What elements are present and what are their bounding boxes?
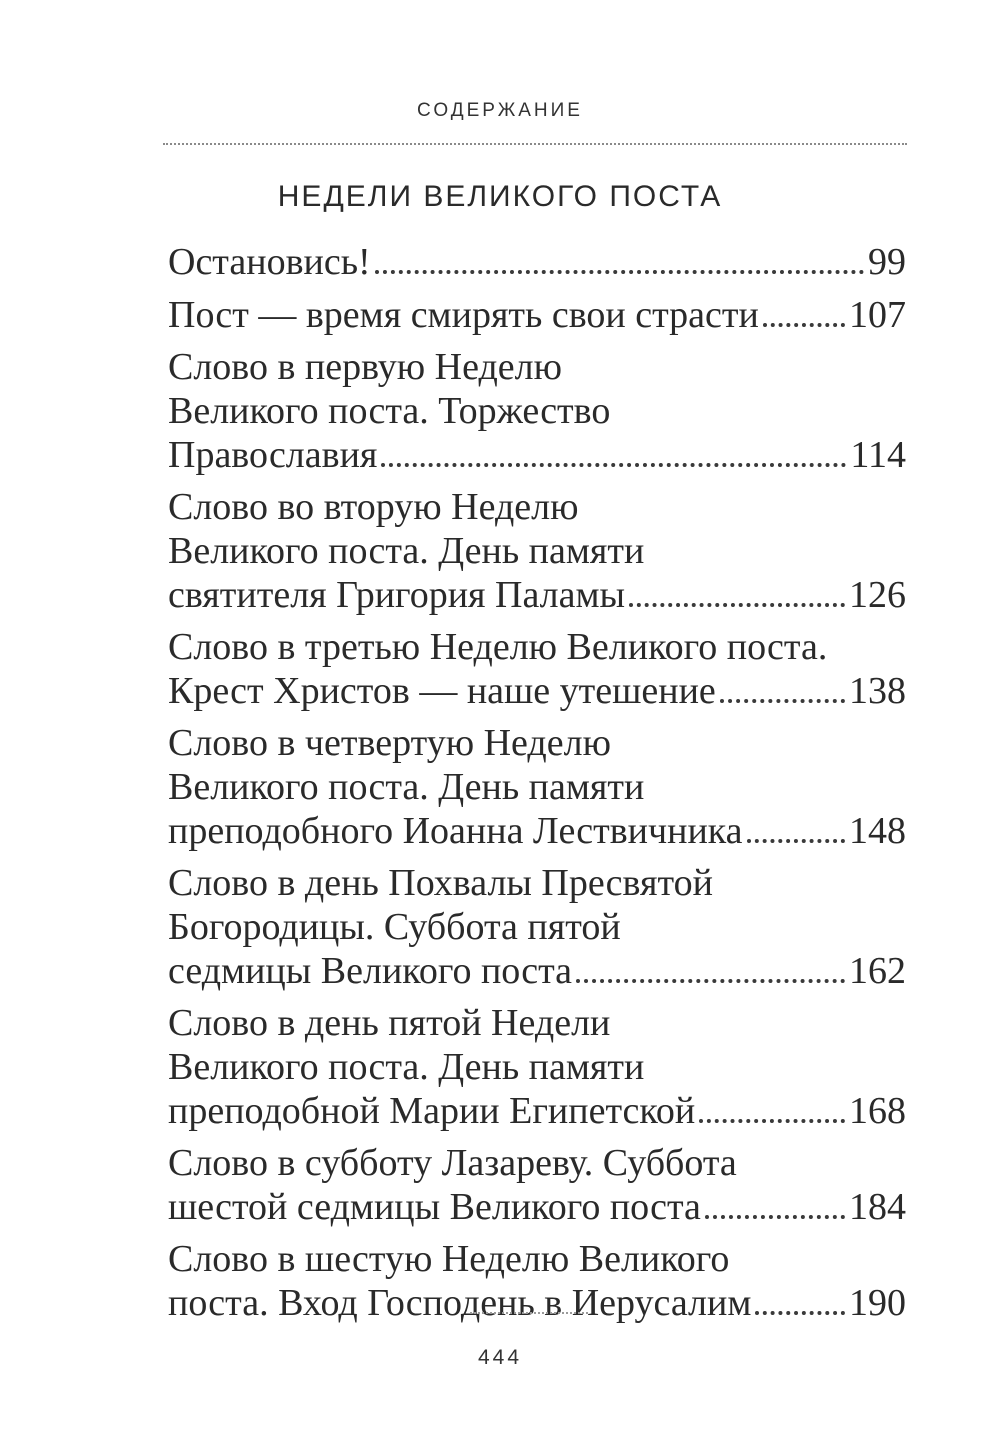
toc-entry-line: Слово в третью Неделю Великого поста.	[168, 626, 828, 668]
footer-rule	[470, 1312, 588, 1314]
header-rule	[163, 143, 907, 145]
toc-entry-line: Слово в день Похвалы Пресвятой	[168, 862, 713, 904]
toc-page-number: 168	[849, 1090, 906, 1132]
toc-page-number: 99	[868, 241, 906, 283]
toc-entry-line: седмицы Великого поста	[168, 950, 573, 992]
toc-entry	[168, 625, 906, 713]
toc-entry-line: Слово в день пятой Недели	[168, 1002, 611, 1044]
toc-entry-line: Слово в шестую Неделю Великого	[168, 1238, 730, 1280]
toc-entry-last-line	[168, 949, 906, 993]
table-of-contents	[168, 240, 906, 1333]
toc-entry-line: Великого поста. День памяти	[168, 530, 645, 572]
toc-page-number: 114	[850, 434, 906, 476]
dot-leader	[755, 1307, 845, 1315]
toc-entry-line: Слово в первую Неделю	[168, 346, 563, 388]
toc-entry-line: Крест Христов — наше утешение	[168, 670, 716, 712]
toc-entry-last-line	[168, 809, 906, 853]
toc-entry-line: поста. Вход Господень в Иерусалим	[168, 1282, 752, 1324]
toc-entry-line: Великого поста. День памяти	[168, 1046, 645, 1088]
toc-entry-line: преподобной Марии Египетской	[168, 1090, 696, 1132]
toc-page-number: 190	[849, 1282, 906, 1324]
toc-entry-line: преподобного Иоанна Лествичника	[168, 810, 743, 852]
toc-entry-last-line	[168, 1089, 906, 1133]
toc-entry-line: Великого поста. Торжество	[168, 390, 611, 432]
toc-entry-last-line	[168, 240, 906, 284]
section-title: НЕДЕЛИ ВЕЛИКОГО ПОСТА	[277, 180, 723, 213]
running-head: СОДЕРЖАНИЕ	[417, 100, 583, 121]
toc-entry-last-line	[168, 433, 906, 477]
toc-entry-line: святителя Григория Паламы	[168, 574, 626, 616]
toc-entry	[168, 293, 906, 337]
toc-page-number: 162	[849, 950, 906, 992]
toc-entry	[168, 721, 906, 853]
toc-entry-line: Слово во вторую Неделю	[168, 486, 579, 528]
toc-entry-last-line	[168, 669, 906, 713]
dot-leader	[375, 266, 864, 274]
toc-entry	[168, 1141, 906, 1229]
toc-entry-last-line	[168, 1281, 906, 1325]
dot-leader	[381, 459, 846, 467]
toc-entry-line: Слово в субботу Лазареву. Суббота	[168, 1142, 737, 1184]
toc-entry-last-line	[168, 1185, 906, 1229]
dot-leader	[576, 975, 845, 983]
dot-leader	[699, 1115, 845, 1123]
dot-leader	[763, 319, 845, 327]
dot-leader	[747, 835, 845, 843]
toc-entry-last-line	[168, 573, 906, 617]
toc-page-number: 148	[849, 810, 906, 852]
toc-entry-last-line	[168, 293, 906, 337]
toc-entry	[168, 1001, 906, 1133]
toc-page-number: 107	[849, 294, 906, 336]
toc-entry-line: Богородицы. Суббота пятой	[168, 906, 621, 948]
toc-entry-line: Православия	[168, 434, 378, 476]
toc-entry	[168, 485, 906, 617]
toc-entry-line: шестой седмицы Великого поста	[168, 1186, 701, 1228]
toc-page-number: 184	[849, 1186, 906, 1228]
toc-entry-line: Остановись!	[168, 241, 371, 283]
toc-page-number: 126	[849, 574, 906, 616]
dot-leader	[720, 695, 845, 703]
toc-entry	[168, 861, 906, 993]
toc-entry-line: Великого поста. День памяти	[168, 766, 645, 808]
toc-entry	[168, 345, 906, 477]
toc-entry-line: Пост — время смирять свои страсти	[168, 294, 759, 336]
toc-entry	[168, 240, 906, 284]
page-number: 444	[477, 1346, 523, 1369]
toc-page-number: 138	[849, 670, 906, 712]
dot-leader	[705, 1211, 845, 1219]
dot-leader	[629, 599, 845, 607]
toc-entry-line: Слово в четвертую Неделю	[168, 722, 611, 764]
